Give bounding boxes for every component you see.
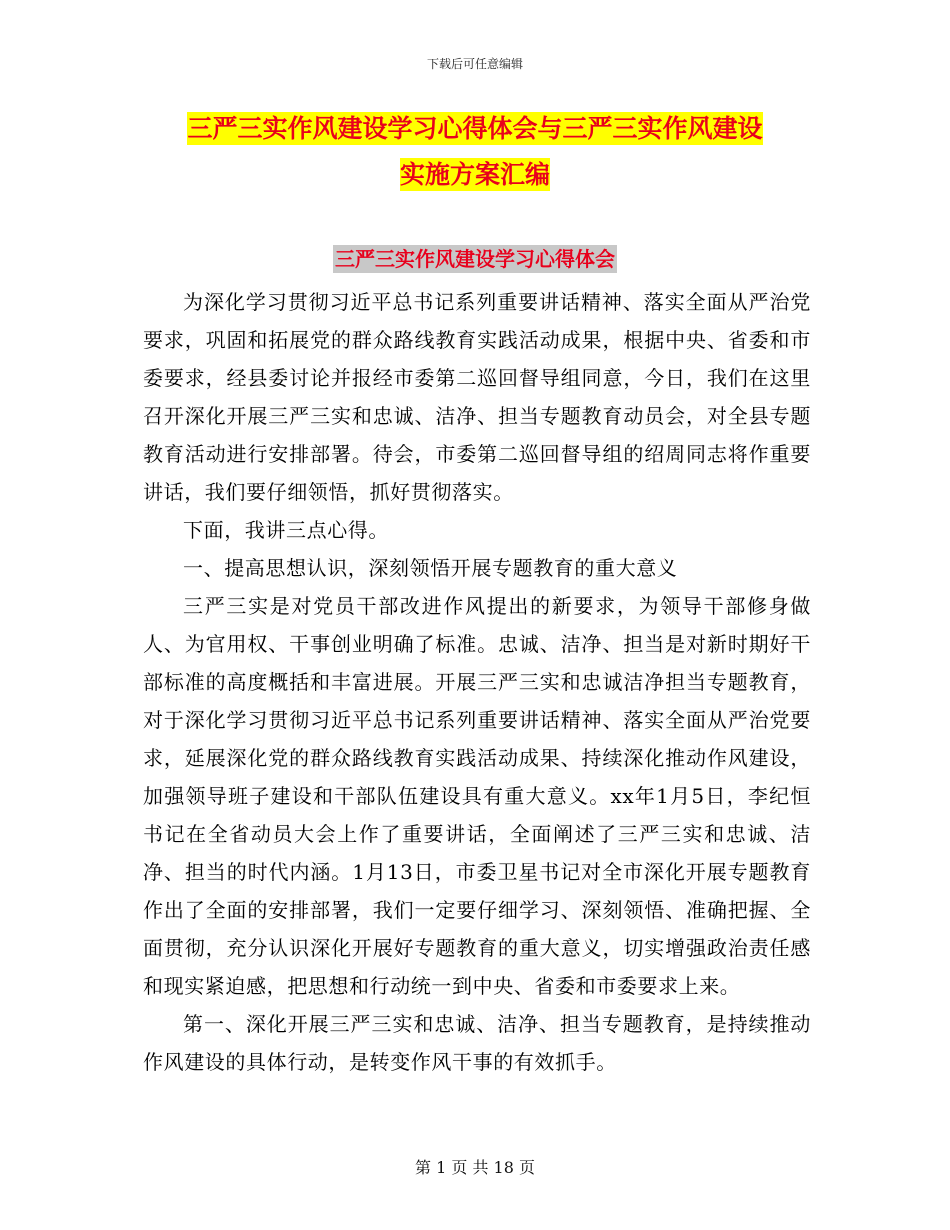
body-text — [143, 283, 811, 1081]
document-title-line-1: 三严三实作风建设学习心得体会与三严三实作风建设 — [187, 114, 763, 143]
paragraph-intro: 为深化学习贯彻习近平总书记系列重要讲话精神、落实全面从严治党要求，巩固和拓展党的群众路线教育实践活动成果，根据中央、省委和市委要求，经县委讨论并报经市委第二巡回督导组同意，今日，我们在这里召开深化开展三严三实和忠诚、洁净、担当专题教育动员会，对全县专题教育活动进行安排部署。待会，市委第二巡回督导组的绍周同志将作重要讲话，我们要仔细领悟，抓好贯彻落实。 — [143, 290, 811, 504]
paragraph-three-points: 下面，我讲三点心得。 — [183, 518, 389, 542]
header-note: 下载后可任意编辑 — [426, 57, 523, 71]
section-title-text: 三严三实作风建设学习心得体会 — [335, 247, 615, 271]
document-title-line-2: 实施方案汇编 — [399, 160, 550, 189]
paragraph-significance: 三严三实是对党员干部改进作风提出的新要求，为领导干部修身做人、为官用权、干事创业明确了标准。忠诚、洁净、担当是对新时期好干部标准的高度概括和丰富进展。开展三严三实和忠诚洁净担当专题教育，对于深化学习贯彻习近平总书记系列重要讲话精神、落实全面从严治党要求，延展深化党的群众路线教育实践活动成果、持续深化推动作风建设，加强领导班子建设和干部队伍建设具有重大意义。xx年1月5日，李纪恒书记在全省动员大会上作了重要讲话，全面阐述了三严三实和忠诚、洁净、担当的时代内涵。1月13日，市委卫星书记对全市深化开展专题教育作出了全面的安排部署，我们一定要仔细学习、深刻领悟、准确把握、全面贯彻，充分认识深化开展好专题教育的重大意义，切实增强政治责任感和现实紧迫感，把思想和行动统一到中央、省委和市委要求上来。 — [143, 594, 811, 998]
section-title — [0, 244, 950, 274]
paragraph-heading-one: 一、提高思想认识，深刻领悟开展专题教育的重大意义 — [183, 556, 678, 580]
paragraph-first-point: 第一、深化开展三严三实和忠诚、洁净、担当专题教育，是持续推动作风建设的具体行动，是转变作风干事的有效抓手。 — [143, 1012, 811, 1074]
page-footer: 第 1 页 共 18 页 — [415, 1158, 535, 1177]
document-title — [140, 106, 810, 198]
